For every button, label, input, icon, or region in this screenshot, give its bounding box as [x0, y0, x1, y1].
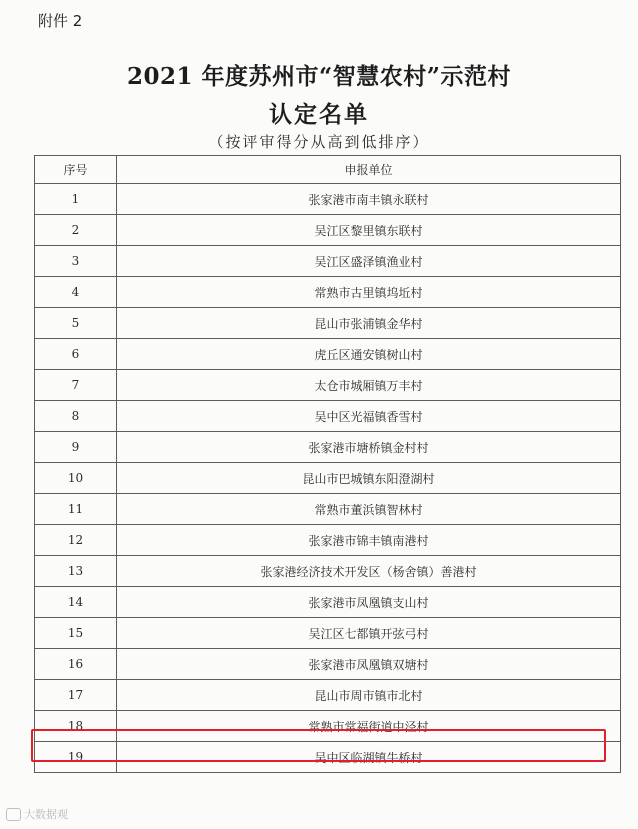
row-unit: 张家港市锦丰镇南港村 — [117, 525, 621, 556]
row-number: 10 — [35, 463, 117, 494]
row-unit: 常熟市古里镇坞坵村 — [117, 277, 621, 308]
row-unit: 吴中区光福镇香雪村 — [117, 401, 621, 432]
document-subtitle: 认定名单 — [269, 101, 369, 128]
row-unit: 张家港市凤凰镇支山村 — [117, 587, 621, 618]
row-unit: 吴中区临湖镇牛桥村 — [117, 742, 621, 773]
row-unit: 常熟市董浜镇智林村 — [117, 494, 621, 525]
sort-note: （按评审得分从高到低排序） — [208, 133, 430, 151]
row-number: 15 — [35, 618, 117, 649]
table-row — [35, 649, 621, 680]
watermark — [6, 806, 68, 822]
row-number: 6 — [35, 339, 117, 370]
table-row — [35, 246, 621, 277]
row-number: 18 — [35, 711, 117, 742]
row-number: 16 — [35, 649, 117, 680]
row-number: 17 — [35, 680, 117, 711]
row-unit: 张家港市塘桥镇金村村 — [117, 432, 621, 463]
row-number: 9 — [35, 432, 117, 463]
row-unit: 虎丘区通安镇树山村 — [117, 339, 621, 370]
row-unit: 张家港市凤凰镇双塘村 — [117, 649, 621, 680]
row-number: 1 — [35, 184, 117, 215]
row-unit: 常熟市常福街道中泾村 — [117, 711, 621, 742]
table-row — [35, 680, 621, 711]
row-unit: 太仓市城厢镇万丰村 — [117, 370, 621, 401]
row-unit: 昆山市张浦镇金华村 — [117, 308, 621, 339]
row-number: 19 — [35, 742, 117, 773]
attachment-label: 附件 2 — [38, 12, 83, 30]
watermark-text: 大数据观 — [24, 808, 68, 821]
table-row — [35, 215, 621, 246]
table-row — [35, 742, 621, 773]
table-row — [35, 308, 621, 339]
document-title: 2021 年度苏州市“智慧农村”示范村 — [127, 63, 511, 90]
village-list-table — [34, 155, 621, 773]
table-body — [35, 184, 621, 773]
row-number: 8 — [35, 401, 117, 432]
table-row — [35, 711, 621, 742]
row-unit: 吴江区七都镇开弦弓村 — [117, 618, 621, 649]
row-number: 14 — [35, 587, 117, 618]
row-unit: 张家港经济技术开发区（杨舍镇）善港村 — [117, 556, 621, 587]
table-row — [35, 587, 621, 618]
row-unit: 昆山市巴城镇东阳澄湖村 — [117, 463, 621, 494]
table-row — [35, 370, 621, 401]
chat-bubble-icon — [6, 808, 21, 821]
row-unit: 吴江区盛泽镇渔业村 — [117, 246, 621, 277]
table-row — [35, 401, 621, 432]
table-row — [35, 494, 621, 525]
row-number: 13 — [35, 556, 117, 587]
table-row — [35, 184, 621, 215]
row-unit: 吴江区黎里镇东联村 — [117, 215, 621, 246]
table-header-row — [35, 156, 621, 184]
row-number: 2 — [35, 215, 117, 246]
row-number: 11 — [35, 494, 117, 525]
row-number: 12 — [35, 525, 117, 556]
row-number: 4 — [35, 277, 117, 308]
table-row — [35, 525, 621, 556]
row-unit: 张家港市南丰镇永联村 — [117, 184, 621, 215]
table-row — [35, 556, 621, 587]
column-header-unit: 申报单位 — [117, 156, 621, 184]
table-row — [35, 277, 621, 308]
table-row — [35, 618, 621, 649]
row-unit: 昆山市周市镇市北村 — [117, 680, 621, 711]
table-row — [35, 339, 621, 370]
row-number: 5 — [35, 308, 117, 339]
row-number: 7 — [35, 370, 117, 401]
table-row — [35, 463, 621, 494]
column-header-number: 序号 — [35, 156, 117, 184]
table-row — [35, 432, 621, 463]
row-number: 3 — [35, 246, 117, 277]
